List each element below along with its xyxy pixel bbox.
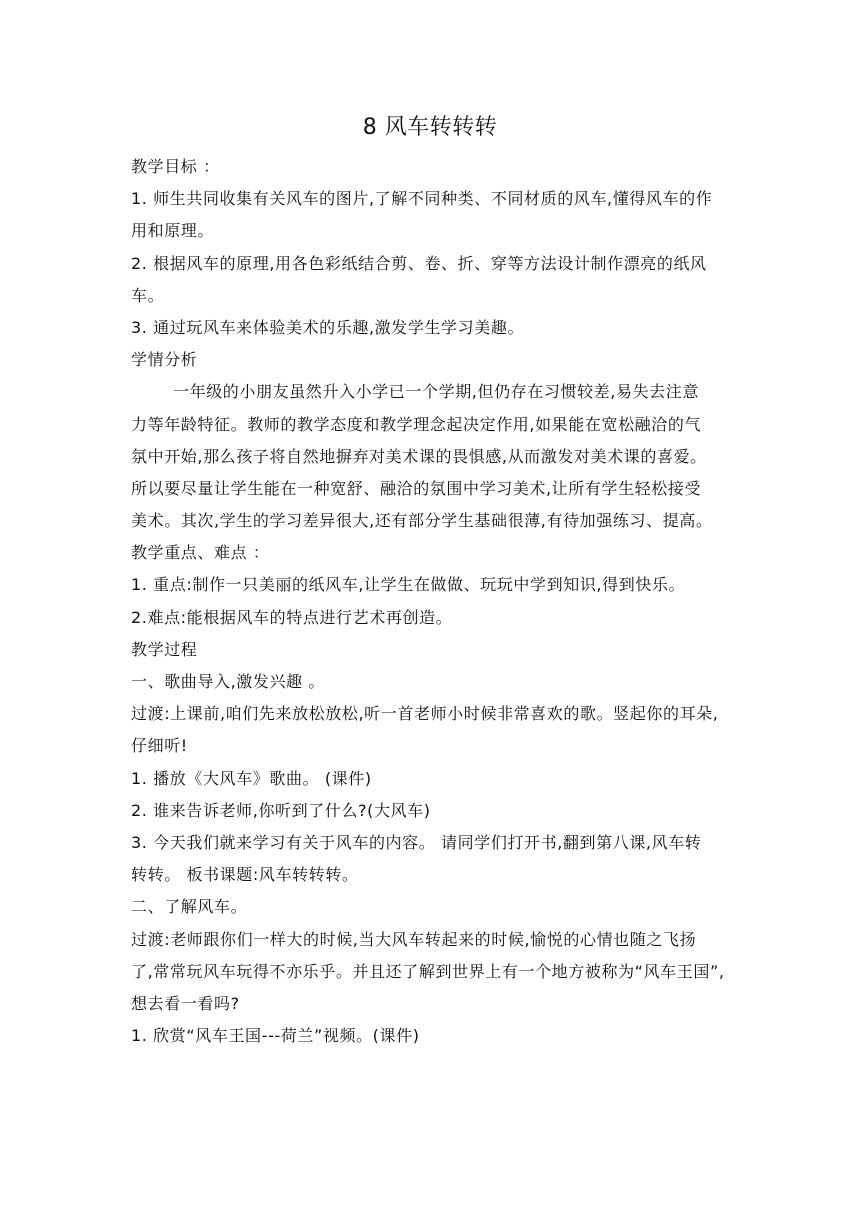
paragraph-line: 2. 谁来告诉老师,你听到了什么?(大风车)	[131, 800, 431, 820]
paragraph-line: 1. 播放《大风车》歌曲。 (课件)	[131, 768, 372, 788]
paragraph-line: 力等年龄特征。教师的教学态度和教学理念起决定作用,如果能在宽松融洽的气	[131, 414, 702, 434]
paragraph-line: 过渡:老师跟你们一样大的时候,当大风车转起来的时候,愉悦的心情也随之飞扬	[131, 929, 697, 949]
paragraph-line: 了,常常玩风车玩得不亦乐乎。并且还了解到世界上有一个地方被称为“风车王国”,	[131, 961, 725, 981]
heading-teaching-goals: 教学目标 ：	[131, 157, 220, 176]
paragraph-line: 美术。其次,学生的学习差异很大,还有部分学生基础很薄,有待加强练习、提高。	[131, 511, 713, 531]
document-title: 8 风车转转转	[362, 115, 498, 140]
paragraph-line: 1. 欣赏“风车王国---荷兰”视频。(课件)	[131, 1026, 420, 1046]
paragraph-line: 所以要尽量让学生能在一种宽舒、融洽的氛围中学习美术,让所有学生轻松接受	[131, 478, 702, 498]
paragraph-line: 2. 根据风车的原理,用各色彩纸结合剪、卷、折、穿等方法设计制作漂亮的纸风	[131, 253, 707, 273]
heading-student-analysis: 学情分析	[131, 350, 198, 370]
section-heading: 一、歌曲导入,激发兴趣 。	[131, 672, 325, 691]
paragraph-line: 用和原理。	[131, 221, 215, 241]
paragraph-line: 车。	[131, 285, 165, 305]
paragraph-line: 2.难点:能根据风车的特点进行艺术再创造。	[131, 607, 453, 627]
paragraph-line: 仔细听!	[131, 736, 188, 756]
paragraph-line: 转转。 板书课题:风车转转转。	[131, 865, 359, 885]
heading-teaching-process: 教学过程	[131, 639, 198, 659]
paragraph-line: 想去看一看吗?	[131, 993, 240, 1013]
section-heading: 二、了解风车。	[131, 897, 248, 917]
paragraph-line: 一年级的小朋友虽然升入小学已一个学期,但仍存在习惯较差,易失去注意	[173, 382, 699, 402]
paragraph-line: 3. 今天我们就来学习有关于风车的内容。 请同学们打开书,翻到第八课,风车转	[131, 832, 702, 852]
document-body	[131, 151, 731, 1052]
paragraph-line: 1. 重点:制作一只美丽的纸风车,让学生在做做、玩玩中学到知识,得到快乐。	[131, 575, 686, 595]
heading-key-points: 教学重点、难点 ：	[131, 543, 270, 563]
paragraph-line: 1. 师生共同收集有关风车的图片,了解不同种类、不同材质的风车,懂得风车的作	[131, 189, 713, 209]
paragraph-line: 氛中开始,那么孩子将自然地摒弃对美术课的畏惧感,从而激发对美术课的喜爱。	[131, 446, 707, 466]
paragraph-line: 过渡:上课前,咱们先来放松放松,听一首老师小时候非常喜欢的歌。竖起你的耳朵,	[131, 704, 719, 724]
paragraph-line: 3. 通过玩风车来体验美术的乐趣,激发学生学习美趣。	[131, 317, 525, 337]
